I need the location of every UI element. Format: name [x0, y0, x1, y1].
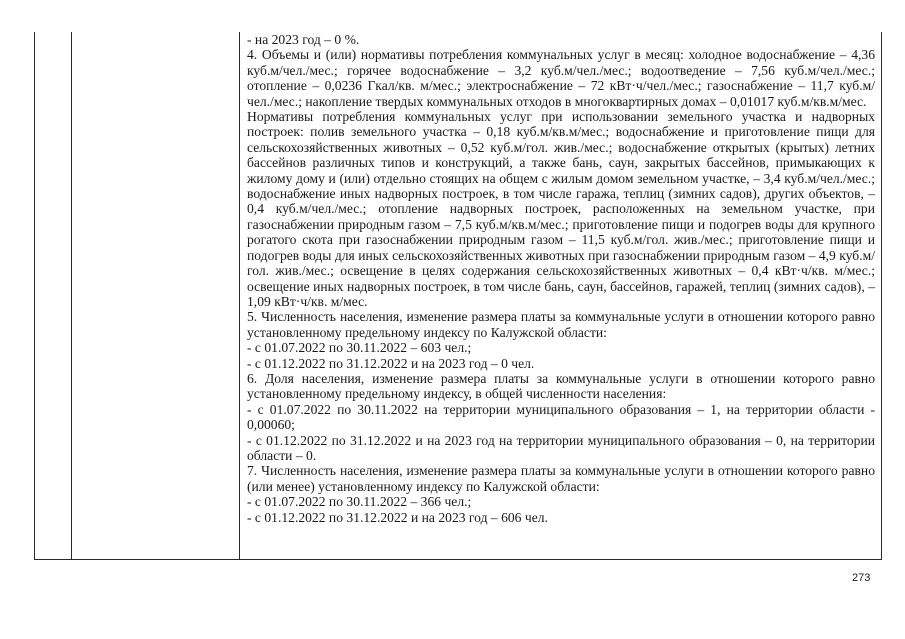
- paragraph-item-7-period-2: - с 01.12.2022 по 31.12.2022 и на 2023 год – 606 чел.: [247, 509, 548, 525]
- paragraph-item-5: 5. Численность населения, изменение размера платы за коммунальные услуги в отношении которого равно установленному предельному индексу по Калужской области:: [247, 309, 875, 340]
- paragraph-item-7: 7. Численность населения, изменение размера платы за коммунальные услуги в отношении которого равно (или менее) установленному индексу по Калужской области:: [247, 463, 875, 494]
- paragraph-item-6: 6. Доля населения, изменение размера платы за коммунальные услуги в отношении которого равно установленному предельному индексу, в общей численности населения:: [247, 370, 875, 402]
- paragraph-2023-percent: - на 2023 год – 0 %.: [247, 32, 360, 47]
- paragraph-item-6-period-2: - с 01.12.2022 по 31.12.2022 и на 2023 год на территории муниципального образования – 0, на территории области – 0.: [247, 432, 875, 463]
- column-divider-1: [71, 32, 72, 559]
- table-frame: [34, 32, 882, 560]
- page-number: 273: [852, 572, 871, 584]
- paragraph-item-5-period-1: - с 01.07.2022 по 30.11.2022 – 603 чел.;: [247, 340, 472, 356]
- paragraph-item-4: 4. Объемы и (или) нормативы потребления коммунальных услуг в месяц: холодное водоснабжение – 4,36 куб.м/чел./мес.; горячее водоснабжение – 3,2 куб.м/чел./мес.; водоотведение – 7,56 куб.м/чел./мес.; отопление – 0,0236 Гкал/кв. м/мес.; электроснабжение – 72 кВт·ч/чел./мес.; газоснабжение – 11,7 куб.м/чел./мес.; накопление твердых коммунальных отходов в многоквартирных домах – 0,01017 куб.м/кв.м/мес.: [247, 47, 875, 109]
- content-cell: [247, 32, 875, 525]
- paragraph-land-norms: Нормативы потребления коммунальных услуг при использовании земельного участка и надворных построек: полив земельного участка – 0,18 куб.м/кв.м/мес.; водоснабжение и приготовление пищи для сельскохозяйственных животных – 0,52 куб.м/гол. жив./мес.; водоснабжение открытых (крытых) летних бассейнов различных типов и конструкций, а также бань, саун, закрытых бассейнов, примыкающих к жилому дому и (или) отдельно стоящих на общем с жилым домом земельном участке, – 3,4 куб.м/чел./мес.; водоснабжение иных надворных построек, в том числе гаража, теплиц (зимних садов), других объектов, – 0,4 куб.м/чел./мес.; отопление надворных построек, расположенных на земельном участке, при газоснабжении природным газом – 7,5 куб.м/кв.м/мес.; приготовление пищи и подогрев воды для крупного рогатого скота при газоснабжении природным газом – 11,5 куб.м/гол. жив./мес.; приготовление пищи и подогрев воды для иных сельскохозяйственных животных при газоснабжении природным газом – 4,9 куб.м/гол. жив./мес.; освещение в целях содержания сельскохозяйственных животных – 0,4 кВт·ч/кв. м/мес.; освещение иных надворных построек, в том числе бань, саун, бассейнов, гаражей, теплиц (зимних садов), – 1,09 кВт·ч/кв. м/мес.: [247, 109, 875, 309]
- column-divider-2: [239, 32, 240, 559]
- paragraph-item-6-period-1: - с 01.07.2022 по 30.11.2022 на территории муниципального образования – 1, на территории области - 0,00060;: [247, 401, 875, 433]
- paragraph-item-7-period-1: - с 01.07.2022 по 30.11.2022 – 366 чел.;: [247, 494, 472, 510]
- paragraph-item-5-period-2: - с 01.12.2022 по 31.12.2022 и на 2023 год – 0 чел.: [247, 355, 535, 371]
